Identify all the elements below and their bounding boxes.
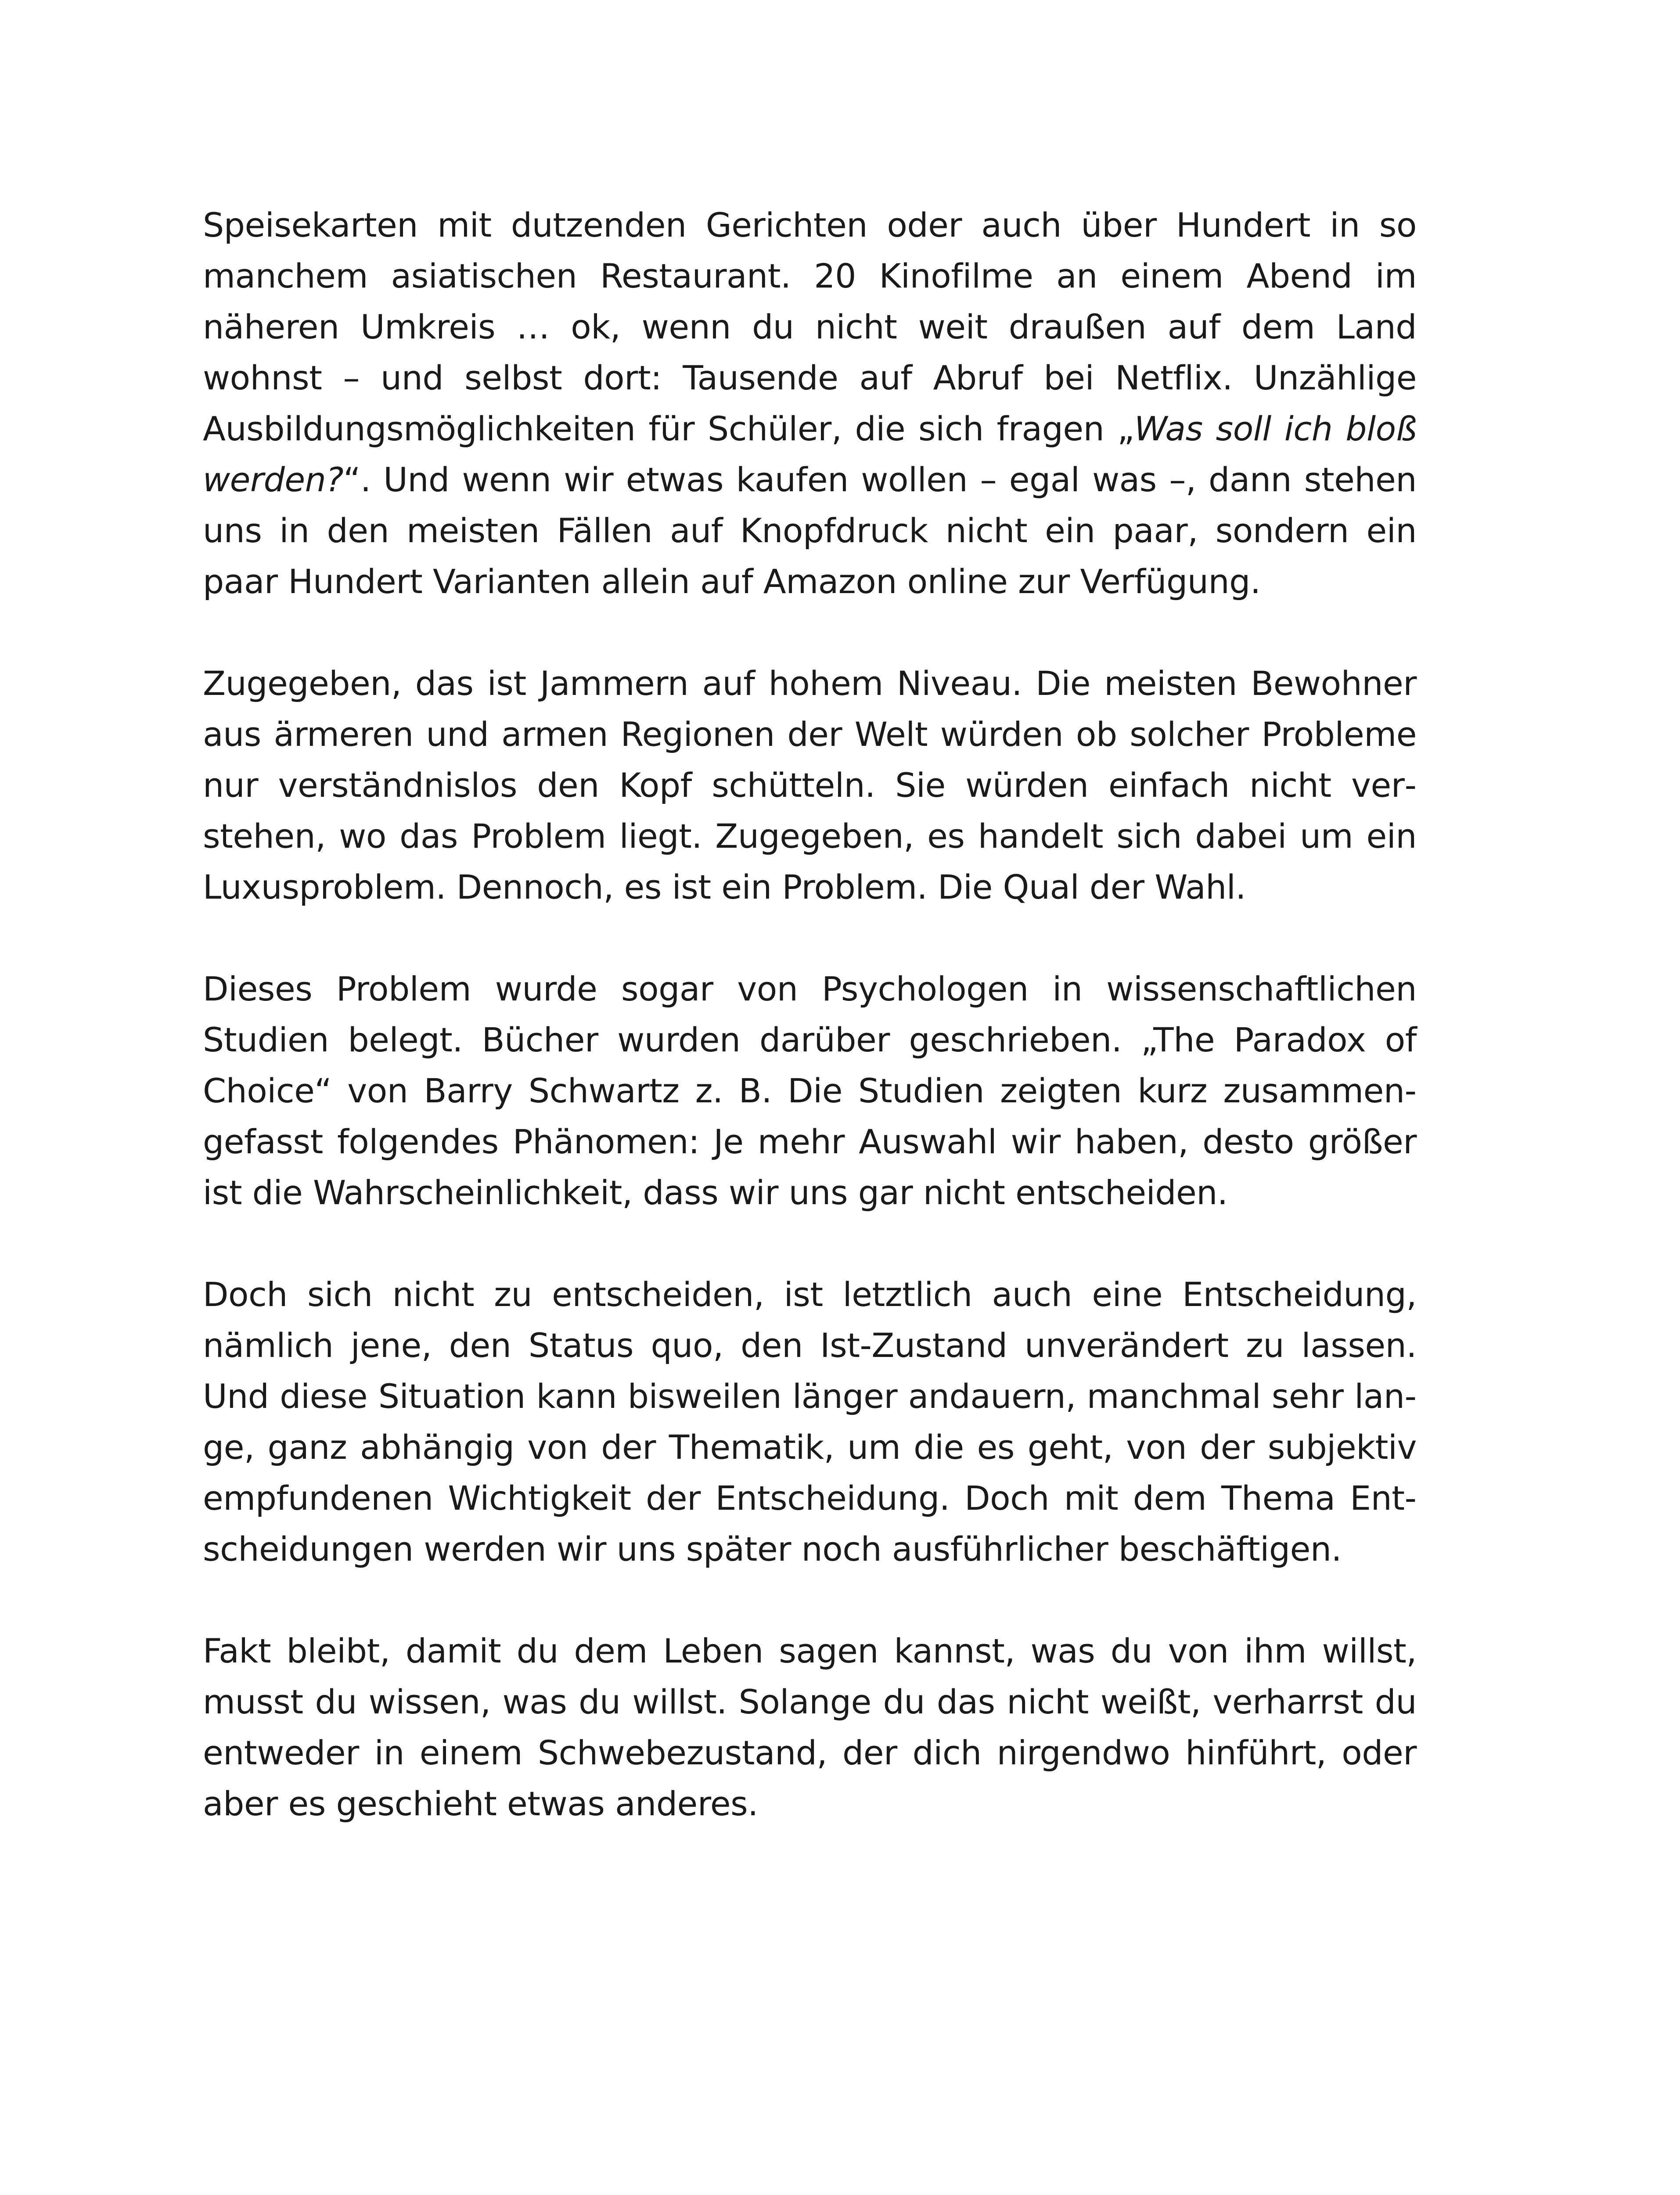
paragraph-1-text-before: Speisekarten mit dutzenden Gerichten oder auch über Hundert in so manchem asiatischen Restaurant. 20 Kinofilme an einem Abend im näheren Umkreis … ok, wenn du nicht weit draußen auf dem Land wohnst – und selbst dort: Tausende auf Abruf bei Netflix. Unzählige Ausbildungsmöglichkeiten für Schüler, die sich fragen „	[203, 205, 1417, 448]
paragraph-1-italic-quote: Was soll ich bloß werden?	[203, 409, 1417, 499]
paragraph-1-text-after: “. Und wenn wir etwas kaufen wollen – egal was –, dann stehen uns in den meisten Fällen auf Knopfdruck nicht ein paar, sondern ein paar Hundert Varianten allein auf Amazon online zur Verfügung.	[203, 460, 1417, 601]
paragraph-4: Doch sich nicht zu entscheiden, ist letztlich auch eine Entscheidung, nämlich jene, den Status quo, den Ist-Zustand unverändert zu lassen. Und diese Situation kann bisweilen länger andauern, manchmal sehr lange, ganz abhängig von der Thematik, um die es geht, von der subjektiv empfundenen Wichtigkeit der Entscheidung. Doch mit dem Thema Entscheidungen werden wir uns später noch ausführlicher beschäftigen.	[203, 1275, 1417, 1569]
paragraph-1	[203, 200, 1417, 607]
paragraph-5: Fakt bleibt, damit du dem Leben sagen kannst, was du von ihm willst, musst du wissen, was du willst. Solange du das nicht weißt, verharrst du entweder in einem Schwebezustand, der dich nirgendwo hinführt, oder aber es geschieht etwas anderes.	[203, 1631, 1417, 1823]
paragraph-3: Dieses Problem wurde sogar von Psychologen in wissenschaftlichen Studien belegt. Bücher wurden darüber geschrieben. „The Paradox of Choice“ von Barry Schwartz z. B. Die Studien zeigten kurz zusammengefasst folgendes Phänomen: Je mehr Auswahl wir haben, desto größer ist die Wahrscheinlichkeit, dass wir uns gar nicht entscheiden.	[203, 969, 1417, 1212]
paragraph-2: Zugegeben, das ist Jammern auf hohem Niveau. Die meisten Bewohner aus ärmeren und armen Regionen der Welt würden ob solcher Probleme nur verständnislos den Kopf schütteln. Sie würden einfach nicht verstehen, wo das Problem liegt. Zugegeben, es handelt sich dabei um ein Luxusproblem. Dennoch, es ist ein Problem. Die Qual der Wahl.	[203, 664, 1417, 907]
body-text	[203, 200, 1417, 1880]
